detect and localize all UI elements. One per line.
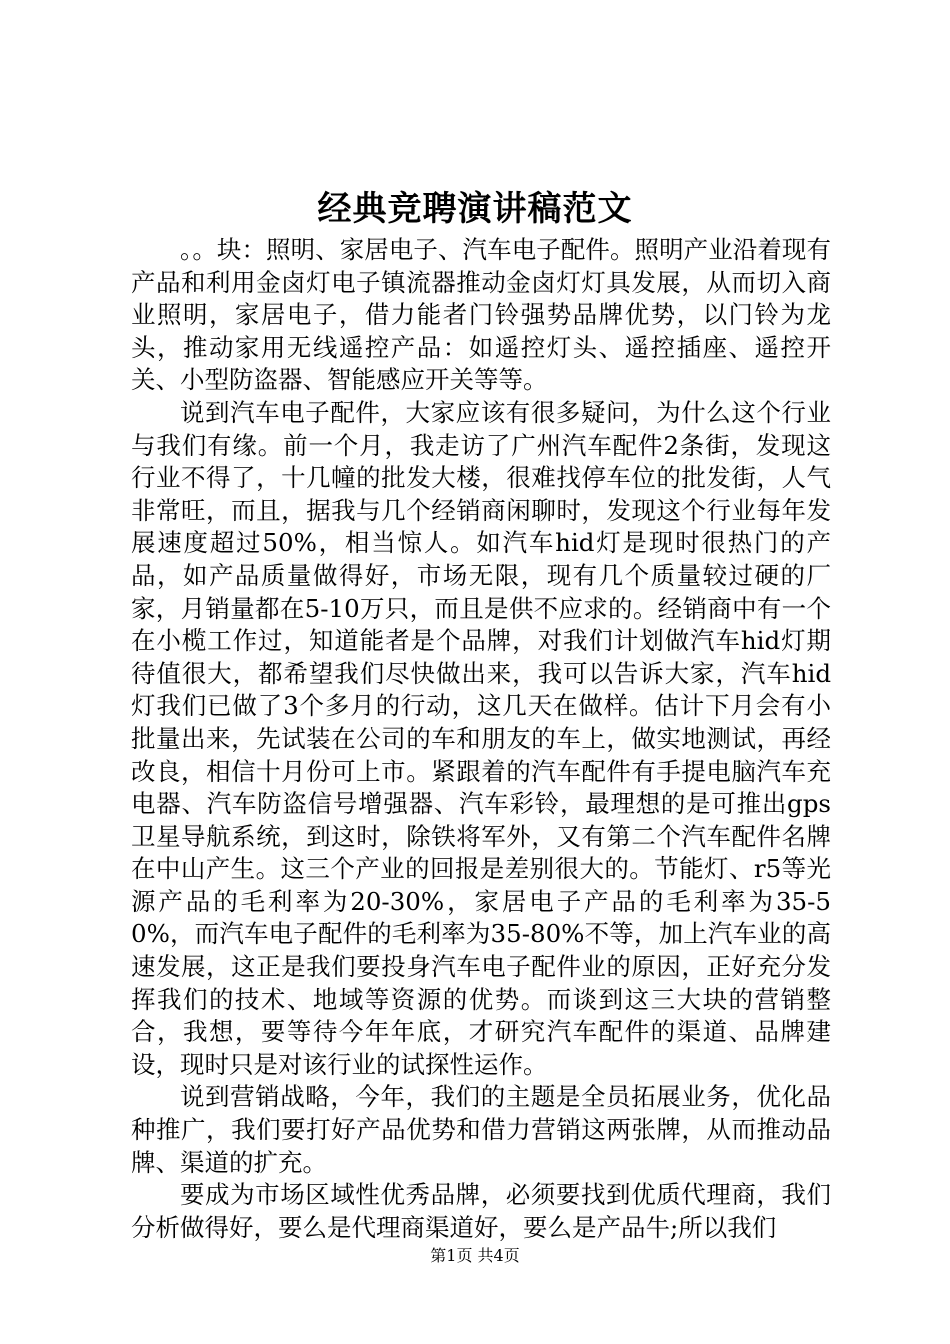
paragraph-1: 。。块：照明、家居电子、汽车电子配件。照明产业沿着现有产品和利用金卤灯电子镇流器推动金卤灯灯具发展，从而切入商业照明，家居电子，借力能者门铃强势品牌优势，以门铃为龙头，推动家用无线遥控产品：如遥控灯头、遥控插座、遥控开关、小型防盗器、智能感应开关等等。 bbox=[131, 235, 831, 395]
paragraph-3: 说到营销战略，今年，我们的主题是全员拓展业务，优化品种推广，我们要打好产品优势和借力营销这两张牌，从而推动品牌、渠道的扩充。 bbox=[131, 1082, 831, 1177]
document-title: 经典竞聘演讲稿范文 bbox=[317, 189, 633, 229]
page-number-footer: 第1页 共4页 bbox=[430, 1246, 520, 1265]
paragraph-4: 要成为市场区域性优秀品牌，必须要找到优质代理商，我们分析做得好，要么是代理商渠道好，要么是产品牛;所以我们 bbox=[131, 1180, 831, 1242]
paragraph-2: 说到汽车电子配件，大家应该有很多疑问，为什么这个行业与我们有缘。前一个月，我走访了广州汽车配件2条街，发现这行业不得了，十几幢的批发大楼，很难找停车位的批发街，人气非常旺，而且，据我与几个经销商闲聊时，发现这个行业每年发展速度超过50%，相当惊人。如汽车hid灯是现时很热门的产品，如产品质量做得好，市场无限，现有几个质量较过硬的厂家，月销量都在5-10万只，而且是供不应求的。经销商中有一个在小榄工作过，知道能者是个品牌，对我们计划做汽车hid灯期待值很大，都希望我们尽快做出来，我可以告诉大家，汽车hid灯我们已做了3个多月的行动，这几天在做样。估计下月会有小批量出来，先试装在公司的车和朋友的车上，做实地测试，再经改良，相信十月份可上市。紧跟着的汽车配件有手提电脑汽车充电器、汽车防盗信号增强器、汽车彩铃，最理想的是可推出gps卫星导航系统，到这时，除铁将军外，又有第二个汽车配件名牌在中山产生。这三个产业的回报是差别很大的。节能灯、r5等光源产品的毛利率为20-30%，家居电子产品的毛利率为35-50%，而汽车电子配件的毛利率为35-80%不等，加上汽车业的高速发展，这正是我们要投身汽车电子配件业的原因，正好充分发挥我们的技术、地域等资源的优势。而谈到这三大块的营销整合，我想，要等待今年年底，才研究汽车配件的渠道、品牌建设，现时只是对该行业的试探性运作。 bbox=[131, 397, 831, 1079]
document-body bbox=[131, 234, 831, 1244]
